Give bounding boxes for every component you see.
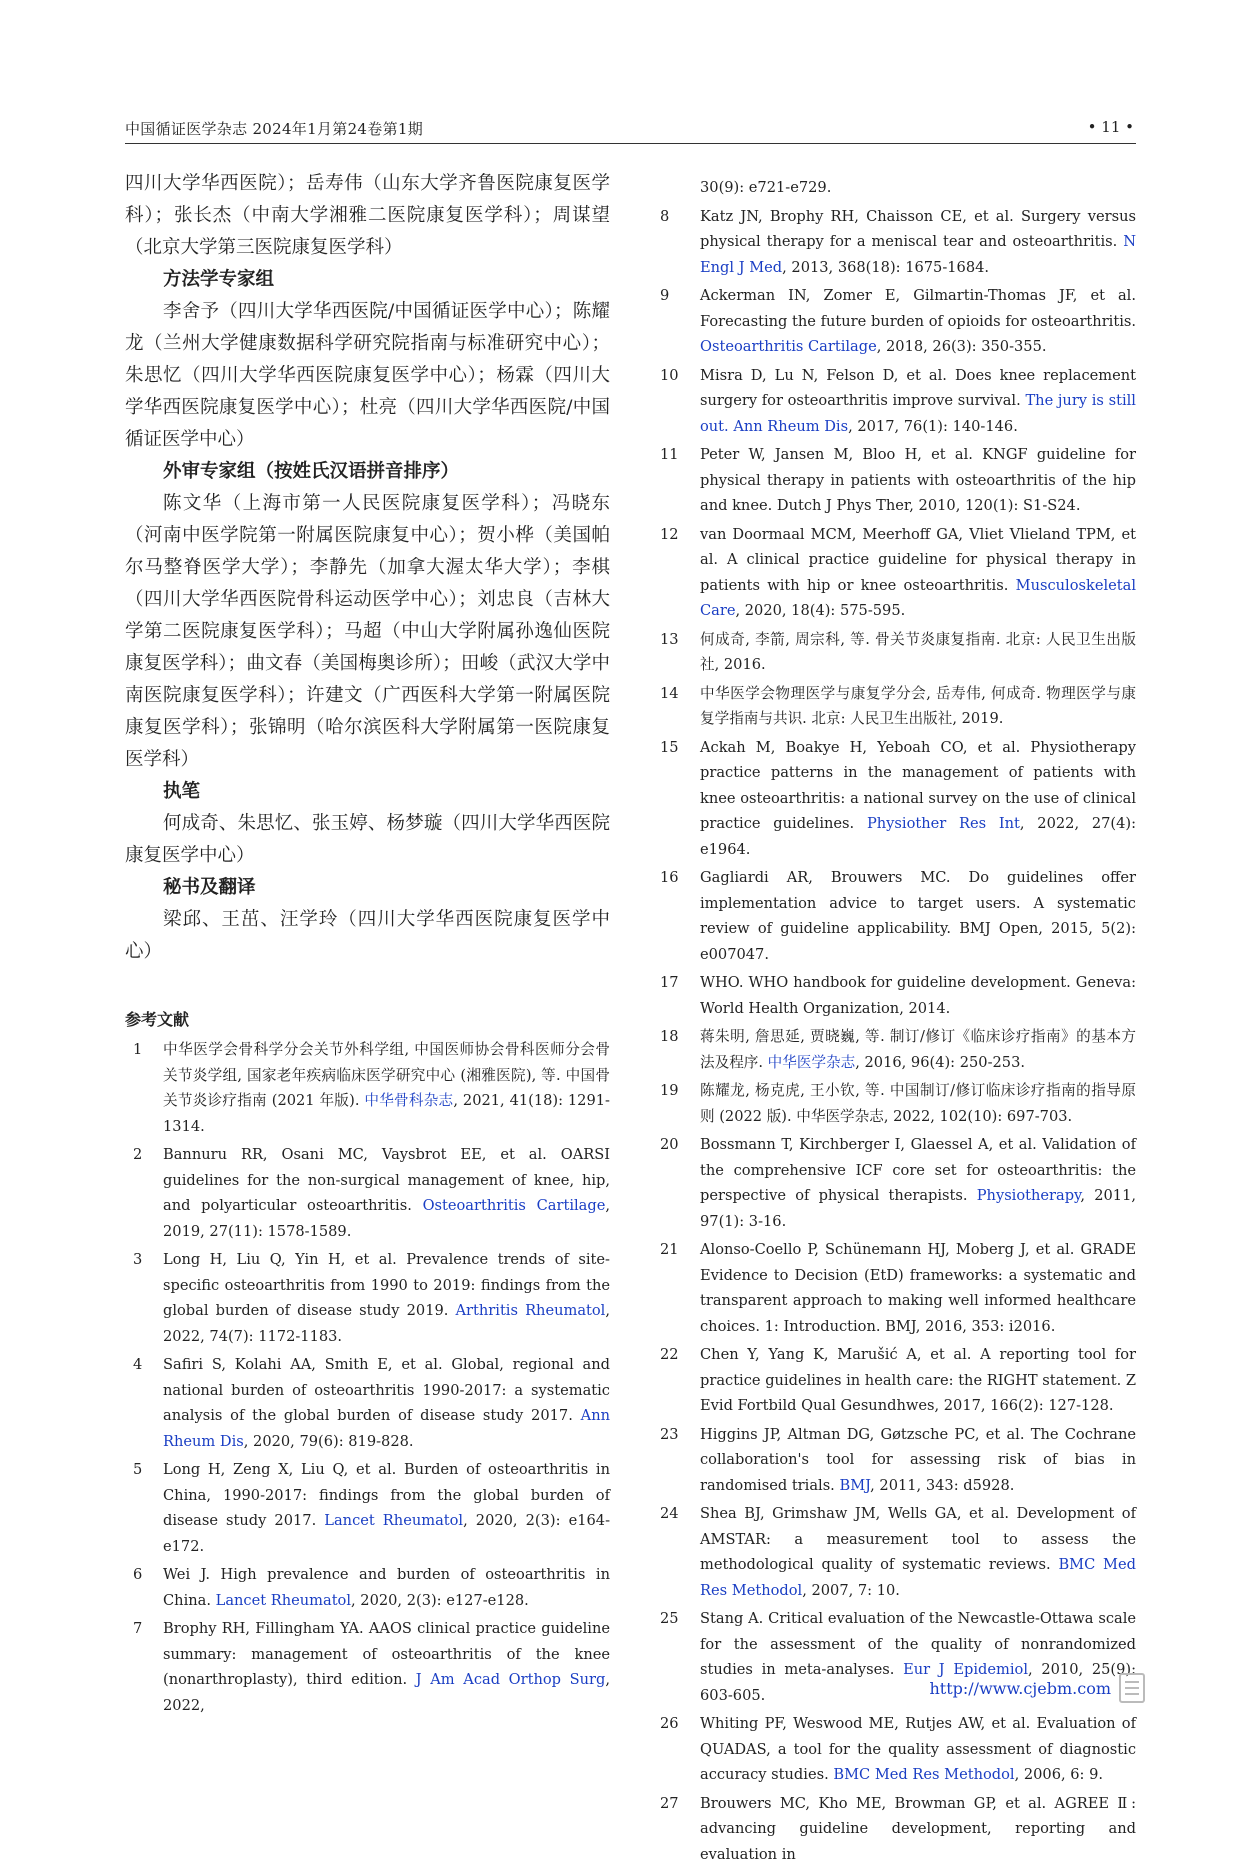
reference-text [700, 1237, 1136, 1339]
reference-number: 19 [660, 1078, 700, 1129]
reference-text [163, 1037, 610, 1139]
reference-item [660, 627, 1136, 678]
reference-item [125, 1616, 610, 1718]
section-heading-secretary: 秘书及翻译 [125, 872, 610, 904]
reference-number: 12 [660, 522, 700, 624]
reference-item [660, 1132, 1136, 1234]
reference-citation: Gagliardi AR, Brouwers MC. Do guidelines offer implementation advice to target users. A systematic review of guideline applicability. BMJ Open, 2015, 5(2): e007047. [700, 869, 1136, 963]
reference-text [700, 522, 1136, 624]
paragraph-continued: 四川大学华西医院）；岳寿伟（山东大学齐鲁医院康复医学科）；张长杰（中南大学湘雅二医院康复医学科）；周谋望（北京大学第三医院康复医学科） [125, 168, 610, 264]
reference-journal-link[interactable]: J Am Acad Orthop Surg [416, 1671, 606, 1688]
reference-citation: 陈耀龙, 杨克虎, 王小钦, 等. 中国制订/修订临床诊疗指南的指导原则 (2022 版). 中华医学杂志, 2022, 102(10): 697-703. [700, 1082, 1136, 1125]
running-header-journal: 中国循证医学杂志 2024年1月第24卷第1期 [125, 118, 423, 139]
section-heading-methodology: 方法学专家组 [125, 264, 610, 296]
reference-item [660, 1501, 1136, 1603]
reference-text [163, 1352, 610, 1454]
reference-item [660, 735, 1136, 863]
reference-volume: , 2018, 26(3): 350-355. [877, 338, 1047, 355]
reference-number: 4 [125, 1352, 163, 1454]
section-heading-external-review: 外审专家组（按姓氏汉语拼音排序） [125, 456, 610, 488]
reference-item [660, 175, 1136, 201]
reference-citation: Misra D, Lu N, Felson D, et al. Does knee replacement surgery for osteoarthritis improve survival. [700, 367, 1136, 410]
reference-journal-link[interactable]: Osteoarthritis Cartilage [423, 1197, 606, 1214]
reference-number: 6 [125, 1562, 163, 1613]
left-column [125, 168, 610, 1718]
reference-number: 27 [660, 1791, 700, 1867]
reference-journal-link[interactable]: The jury is still out. Ann Rheum Dis [700, 392, 1136, 435]
reference-volume: , 2020, 2(3): e164-e172. [163, 1512, 610, 1555]
reference-citation: Wei J. High prevalence and burden of osteoarthritis in China. [163, 1566, 610, 1609]
reference-volume: , 2022, [163, 1671, 610, 1714]
reference-volume: , 2006, 6: 9. [1015, 1766, 1103, 1783]
reference-number: 21 [660, 1237, 700, 1339]
reference-text [700, 1132, 1136, 1234]
reference-item [125, 1142, 610, 1244]
reference-number: 26 [660, 1711, 700, 1788]
reference-item [660, 1237, 1136, 1339]
reference-number: 15 [660, 735, 700, 863]
reference-text [700, 970, 1136, 1021]
reference-journal-link[interactable]: Physiother Res Int [867, 815, 1020, 832]
reference-number: 2 [125, 1142, 163, 1244]
reference-number: 16 [660, 865, 700, 967]
reference-number: 5 [125, 1457, 163, 1559]
reference-journal-link[interactable]: Musculoskeletal Care [700, 577, 1136, 620]
reference-text [700, 735, 1136, 863]
reference-text [700, 1791, 1136, 1867]
reference-list-right [660, 175, 1136, 1867]
reference-number: 25 [660, 1606, 700, 1708]
page-number: • 11 • [1088, 118, 1134, 136]
reference-citation: Bannuru RR, Osani MC, Vaysbrot EE, et al. OARSI guidelines for the non-surgical management of knee, hip, and polyarticular osteoarthritis. [163, 1146, 610, 1214]
reference-citation: Katz JN, Brophy RH, Chaisson CE, et al. Surgery versus physical therapy for a meniscal tear and osteoarthritis. [700, 208, 1136, 251]
reference-citation: Ackah M, Boakye H, Yeboah CO, et al. Physiotherapy practice patterns in the management of patients with knee osteoarthritis: a national survey on the use of clinical practice guidelines. [700, 739, 1136, 833]
reference-number [660, 175, 700, 201]
reference-citation: Bossmann T, Kirchberger I, Glaessel A, et al. Validation of the comprehensive ICF core set for osteoarthritis: the perspective of physical therapists. [700, 1136, 1136, 1204]
reference-text [163, 1247, 610, 1349]
reference-item [660, 283, 1136, 360]
reference-volume: , 2022, 74(7): 1172-1183. [163, 1302, 610, 1345]
reference-number: 23 [660, 1422, 700, 1499]
reference-citation: van Doormaal MCM, Meerhoff GA, Vliet Vlieland TPM, et al. A clinical practice guideline for physical therapy in patients with hip or knee osteoarthritis. [700, 526, 1136, 594]
reference-journal-link[interactable]: 中华医学杂志 [768, 1054, 856, 1071]
reference-list-left [125, 1037, 610, 1718]
reference-number: 20 [660, 1132, 700, 1234]
reference-text [163, 1562, 610, 1613]
reference-volume: , 2013, 368(18): 1675-1684. [782, 259, 989, 276]
reference-number: 24 [660, 1501, 700, 1603]
reference-number: 10 [660, 363, 700, 440]
references-heading: 参考文献 [125, 1006, 610, 1034]
reference-item [125, 1562, 610, 1613]
reference-number: 13 [660, 627, 700, 678]
reference-citation: 30(9): e721-e729. [700, 179, 831, 196]
reference-citation: Peter W, Jansen M, Bloo H, et al. KNGF guideline for physical therapy in patients with osteoarthritis of the hip and knee. Dutch J Phys Ther, 2010, 120(1): S1-S24. [700, 446, 1136, 514]
paragraph-external-review: 陈文华（上海市第一人民医院康复医学科）；冯晓东（河南中医学院第一附属医院康复中心）；贺小桦（美国帕尔马整脊医学大学）；李静先（加拿大渥太华大学）；李棋（四川大学华西医院骨科运动医学中心）；刘忠良（吉林大学第二医院康复医学科）；马超（中山大学附属孙逸仙医院康复医学科）；曲文春（美国梅奥诊所）；田峻（武汉大学中南医院康复医学科）；许建文（广西医科大学第一附属医院康复医学科）；张锦明（哈尔滨医科大学附属第一医院康复医学科） [125, 488, 610, 776]
reference-number: 14 [660, 681, 700, 732]
reference-text [700, 1024, 1136, 1075]
reference-citation: Chen Y, Yang K, Marušić A, et al. A reporting tool for practice guidelines in health care: the RIGHT statement. Z Evid Fortbild Qual Gesundhwes, 2017, 166(2): 127-128. [700, 1346, 1136, 1414]
reference-text [163, 1616, 610, 1718]
reference-journal-link[interactable]: Arthritis Rheumatol [456, 1302, 606, 1319]
reference-text [700, 627, 1136, 678]
reference-citation: Brouwers MC, Kho ME, Browman GP, et al. AGREE Ⅱ: advancing guideline development, reporting and evaluation in [700, 1795, 1136, 1863]
reference-journal-link[interactable]: 中华骨科杂志 [364, 1092, 453, 1109]
reference-citation: Higgins JP, Altman DG, Gøtzsche PC, et al. The Cochrane collaboration's tool for assessing risk of bias in randomised trials. [700, 1426, 1136, 1494]
reference-number: 18 [660, 1024, 700, 1075]
reference-citation: Brophy RH, Fillingham YA. AAOS clinical practice guideline summary: management of osteoarthritis of the knee (nonarthroplasty), third edition. [163, 1620, 610, 1688]
reference-text [163, 1142, 610, 1244]
reference-volume: , 2017, 76(1): 140-146. [848, 418, 1018, 435]
reference-citation: WHO. WHO handbook for guideline development. Geneva: World Health Organization, 2014. [700, 974, 1136, 1017]
reference-item [125, 1037, 610, 1139]
reference-citation: Whiting PF, Weswood ME, Rutjes AW, et al. Evaluation of QUADAS, a tool for the quality assessment of diagnostic accuracy studies. [700, 1715, 1136, 1783]
reference-number: 9 [660, 283, 700, 360]
reference-journal-link[interactable]: Lancet Rheumatol [216, 1592, 351, 1609]
reference-citation: Safiri S, Kolahi AA, Smith E, et al. Global, regional and national burden of osteoarthritis 1990-2017: a systematic analysis of the global burden of disease study 2017. [163, 1356, 610, 1424]
reference-volume: , 2010, 25(9): 603-605. [700, 1661, 1136, 1704]
reference-item [660, 1078, 1136, 1129]
reference-item [660, 865, 1136, 967]
section-heading-writers: 执笔 [125, 776, 610, 808]
reference-citation: 中华医学会骨科学分会关节外科学组, 中国医师协会骨科医师分会骨关节炎学组, 国家老年疾病临床医学研究中心 (湘雅医院), 等. 中国骨关节炎诊疗指南 (2021 年版). [163, 1041, 610, 1109]
reference-item [660, 204, 1136, 281]
reference-item [660, 681, 1136, 732]
reference-item [660, 970, 1136, 1021]
reference-text [700, 1711, 1136, 1788]
reference-journal-link[interactable]: Lancet Rheumatol [324, 1512, 463, 1529]
reference-volume: , 2020, 18(4): 575-595. [735, 602, 905, 619]
reference-volume: , 2011, 97(1): 3-16. [700, 1187, 1136, 1230]
reference-text [700, 283, 1136, 360]
reference-number: 3 [125, 1247, 163, 1349]
reference-citation: Shea BJ, Grimshaw JM, Wells GA, et al. Development of AMSTAR: a measurement tool to assess the methodological quality of systematic reviews. [700, 1505, 1136, 1573]
reference-citation: Ackerman IN, Zomer E, Gilmartin-Thomas JF, et al. Forecasting the future burden of opioids for osteoarthritis. [700, 287, 1136, 330]
reference-item [660, 1791, 1136, 1867]
reference-citation: 中华医学会物理医学与康复学分会, 岳寿伟, 何成奇. 物理医学与康复学指南与共识. 北京: 人民卫生出版社, 2019. [700, 685, 1136, 728]
reference-text [700, 1342, 1136, 1419]
reference-item [660, 363, 1136, 440]
reference-text [700, 865, 1136, 967]
reference-item [660, 1711, 1136, 1788]
right-column [660, 172, 1136, 1867]
reference-text [700, 1078, 1136, 1129]
reference-journal-link[interactable]: BMJ [839, 1477, 870, 1494]
reference-journal-link[interactable]: BMC Med Res Methodol [700, 1556, 1136, 1599]
reference-citation: Alonso-Coello P, Schünemann HJ, Moberg J, et al. GRADE Evidence to Decision (EtD) frameworks: a systematic and transparent approach to making well informed healthcare choices. 1: Introduction. BMJ, 2016, 353: i2016. [700, 1241, 1136, 1335]
header-divider [125, 143, 1136, 144]
paragraph-secretary: 梁邱、王茁、汪学玲（四川大学华西医院康复医学中心） [125, 904, 610, 968]
reference-text [700, 442, 1136, 519]
reference-volume: , 2019, 27(11): 1578-1589. [163, 1197, 610, 1240]
reference-text [163, 1457, 610, 1559]
reference-number: 17 [660, 970, 700, 1021]
reference-volume: , 2022, 27(4): e1964. [700, 815, 1136, 858]
reference-text [700, 363, 1136, 440]
reference-citation: 何成奇, 李箭, 周宗科, 等. 骨关节炎康复指南. 北京: 人民卫生出版社, 2016. [700, 631, 1136, 674]
reference-number: 22 [660, 1342, 700, 1419]
reference-citation: Long H, Liu Q, Yin H, et al. Prevalence trends of site-specific osteoarthritis from 1990 to 2019: findings from the global burden of disease study 2019. [163, 1251, 610, 1319]
reference-item [660, 1024, 1136, 1075]
reference-citation: Stang A. Critical evaluation of the Newcastle-Ottawa scale for the assessment of the quality of nonrandomized studies in meta-analyses. [700, 1610, 1136, 1678]
reference-journal-link[interactable]: BMC Med Res Methodol [833, 1766, 1014, 1783]
reference-journal-link[interactable]: Ann Rheum Dis [163, 1407, 610, 1450]
reference-volume: , 2020, 79(6): 819-828. [244, 1433, 414, 1450]
reference-citation: 蒋朱明, 詹思延, 贾晓巍, 等. 制订/修订《临床诊疗指南》的基本方法及程序. [700, 1028, 1136, 1071]
reference-number: 1 [125, 1037, 163, 1139]
reference-item [660, 442, 1136, 519]
reference-item [660, 522, 1136, 624]
paragraph-methodology: 李舍予（四川大学华西医院/中国循证医学中心）；陈耀龙（兰州大学健康数据科学研究院指南与标准研究中心）；朱思忆（四川大学华西医院康复医学中心）；杨霖（四川大学华西医院康复医学中心）；杜亮（四川大学华西医院/中国循证医学中心） [125, 296, 610, 456]
reference-text [700, 175, 1136, 201]
reference-item [660, 1342, 1136, 1419]
journal-url-link[interactable]: http://www.cjebm.com [929, 1679, 1111, 1698]
reference-number: 8 [660, 204, 700, 281]
footer [929, 1673, 1145, 1703]
reference-citation: Long H, Zeng X, Liu Q, et al. Burden of osteoarthritis in China, 1990-2017: findings from the global burden of disease study 2017. [163, 1461, 610, 1529]
reference-volume: , 2016, 96(4): 250-253. [855, 1054, 1025, 1071]
reference-journal-link[interactable]: Physiotherapy [977, 1187, 1081, 1204]
reference-volume: , 2011, 343: d5928. [870, 1477, 1014, 1494]
reference-number: 11 [660, 442, 700, 519]
reference-journal-link[interactable]: Eur J Epidemiol [903, 1661, 1028, 1678]
reference-text [700, 204, 1136, 281]
reference-volume: , 2007, 7: 10. [802, 1582, 900, 1599]
reference-text [700, 1501, 1136, 1603]
reference-text [700, 681, 1136, 732]
reference-item [125, 1352, 610, 1454]
reference-item [125, 1457, 610, 1559]
reference-journal-link[interactable]: Osteoarthritis Cartilage [700, 338, 877, 355]
reference-text [700, 1422, 1136, 1499]
paragraph-writers: 何成奇、朱思忆、张玉婷、杨梦璇（四川大学华西医院康复医学中心） [125, 808, 610, 872]
reference-volume: , 2020, 2(3): e127-e128. [351, 1592, 529, 1609]
reference-item [125, 1247, 610, 1349]
reference-item [660, 1422, 1136, 1499]
reference-journal-link[interactable]: N Engl J Med [700, 233, 1136, 276]
reference-volume: , 2021, 41(18): 1291-1314. [163, 1092, 610, 1135]
journal-logo-icon [1119, 1673, 1145, 1703]
reference-number: 7 [125, 1616, 163, 1718]
